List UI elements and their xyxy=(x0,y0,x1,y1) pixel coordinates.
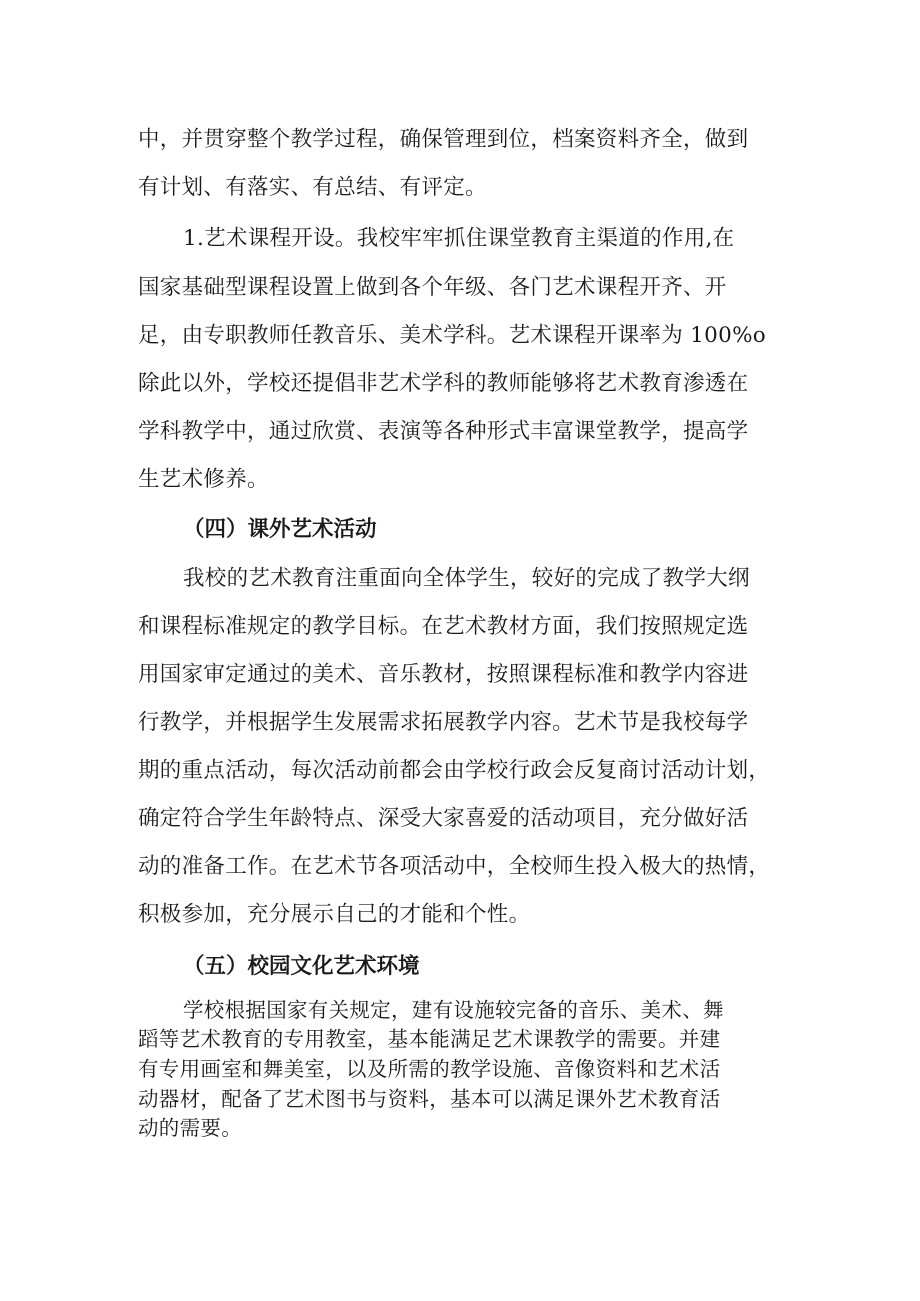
art-course-line-6: 生艺术修养。 xyxy=(138,467,269,492)
section-four-heading: （四）课外艺术活动 xyxy=(183,517,377,542)
section-four-line-2: 和课程标准规定的教学目标。在艺术教材方面，我们按照规定选 xyxy=(138,614,749,639)
section-five-line-1: 学校根据国家有关规定，建有设施较完备的音乐、美术、舞 xyxy=(183,998,724,1022)
section-four-line-1: 我校的艺术教育注重面向全体学生，较好的完成了教学大纲 xyxy=(183,566,750,591)
section-four-line-8: 积极参加，充分展示自己的才能和个性。 xyxy=(138,902,531,927)
art-course-line-5: 学科教学中，通过欣赏、表演等各种形式丰富课堂教学，提高学 xyxy=(138,419,749,444)
art-course-line-1: 1.艺术课程开设。我校牢牢抓住课堂教育主渠道的作用,在 xyxy=(183,226,735,251)
art-course-line-2: 国家基础型课程设置上做到各个年级、各门艺术课程开齐、开 xyxy=(138,275,727,300)
section-four-line-7: 动的准备工作。在艺术节各项活动中，全校师生投入极大的热情， xyxy=(138,854,771,879)
section-four-line-6: 确定符合学生年龄特点、深受大家喜爱的活动项目，充分做好活 xyxy=(138,806,749,831)
section-five-line-2: 蹈等艺术教育的专用教室，基本能满足艺术课教学的需要。并建 xyxy=(138,1027,721,1051)
section-five-heading: （五）校园文化艺术环境 xyxy=(183,954,420,979)
section-four-line-5: 期的重点活动，每次活动前都会由学校行政会反复商讨活动计划， xyxy=(138,758,771,783)
art-course-line-3: 足，由专职教师任教音乐、美术学科。艺术课程开课率为 100%o xyxy=(138,323,767,348)
section-four-line-4: 行教学，并根据学生发展需求拓展教学内容。艺术节是我校每学 xyxy=(138,710,749,735)
intro-line-1: 中，并贯穿整个教学过程，确保管理到位，档案资料齐全，做到 xyxy=(138,127,749,152)
art-course-line-4: 除此以外，学校还提倡非艺术学科的教师能够将艺术教育渗透在 xyxy=(138,371,749,396)
section-four-line-3: 用国家审定通过的美术、音乐教材，按照课程标准和教学内容进 xyxy=(138,662,749,687)
intro-line-2: 有计划、有落实、有总结、有评定。 xyxy=(138,175,487,200)
section-five-line-3: 有专用画室和舞美室，以及所需的教学设施、音像资料和艺术活 xyxy=(138,1057,721,1081)
section-five-line-4: 动器材，配备了艺术图书与资料，基本可以满足课外艺术教育活 xyxy=(138,1087,721,1111)
section-five-line-5: 动的需要。 xyxy=(138,1116,242,1140)
